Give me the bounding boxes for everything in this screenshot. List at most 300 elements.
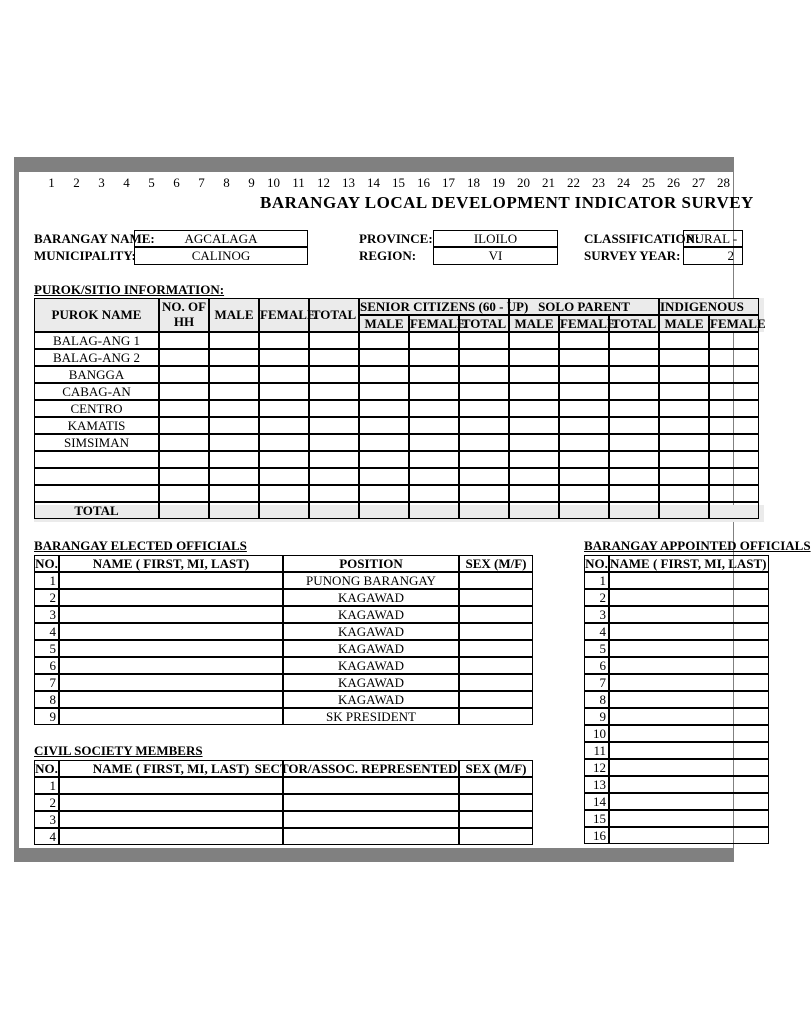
purok-data-cell <box>259 366 309 383</box>
purok-data-cell <box>459 349 509 366</box>
purok-data-cell <box>659 400 709 417</box>
purok-total-cell <box>709 502 759 519</box>
column-number: 9 <box>248 175 255 190</box>
purok-data-cell <box>309 485 359 502</box>
row-number: 1 <box>34 572 59 589</box>
row-number: 9 <box>34 708 59 725</box>
name-cell <box>59 589 283 606</box>
purok-data-cell <box>709 451 759 468</box>
purok-data-cell <box>359 400 409 417</box>
purok-data-cell <box>209 349 259 366</box>
row-number: 10 <box>584 725 609 742</box>
column-number: 14 <box>367 175 380 190</box>
purok-data-cell <box>559 485 609 502</box>
purok-name-cell <box>34 468 159 485</box>
header-no: NO. <box>35 761 58 776</box>
name-cell <box>609 810 769 827</box>
purok-data-cell <box>359 366 409 383</box>
name-cell <box>609 776 769 793</box>
purok-total-cell <box>659 502 709 519</box>
position-cell: KAGAWAD <box>283 674 459 691</box>
name-cell <box>59 640 283 657</box>
header-senior-citizens: SENIOR CITIZENS (60 - UP) <box>360 299 529 314</box>
purok-data-cell <box>609 349 659 366</box>
purok-data-cell <box>709 383 759 400</box>
sex-cell <box>459 623 533 640</box>
name-cell <box>609 623 769 640</box>
purok-data-cell <box>359 485 409 502</box>
purok-data-cell <box>559 417 609 434</box>
row-number: 8 <box>34 691 59 708</box>
purok-data-cell <box>659 434 709 451</box>
column-number: 22 <box>567 175 580 190</box>
column-number: 20 <box>517 175 530 190</box>
purok-data-cell <box>309 332 359 349</box>
name-cell <box>609 759 769 776</box>
purok-data-cell <box>159 400 209 417</box>
column-number: 7 <box>198 175 205 190</box>
purok-data-cell <box>559 383 609 400</box>
purok-data-cell <box>359 451 409 468</box>
sex-cell <box>459 640 533 657</box>
purok-data-cell <box>659 383 709 400</box>
column-number: 8 <box>223 175 230 190</box>
purok-total-cell <box>359 502 409 519</box>
purok-data-cell <box>159 451 209 468</box>
purok-data-cell <box>709 400 759 417</box>
header-no-of-hh-line1: NO. OF <box>161 299 207 314</box>
name-cell <box>59 794 283 811</box>
subheader-male: MALE <box>509 315 559 332</box>
purok-data-cell <box>709 468 759 485</box>
purok-data-cell <box>409 417 459 434</box>
purok-data-cell <box>559 451 609 468</box>
column-number: 6 <box>173 175 180 190</box>
sex-cell <box>459 708 533 725</box>
purok-data-cell <box>459 383 509 400</box>
name-cell <box>59 657 283 674</box>
purok-data-cell <box>659 366 709 383</box>
row-number: 3 <box>34 811 59 828</box>
header-no: NO. <box>585 556 608 571</box>
purok-data-cell <box>259 434 309 451</box>
elected-heading: BARANGAY ELECTED OFFICIALS <box>34 538 247 553</box>
purok-data-cell <box>409 434 459 451</box>
purok-data-cell <box>509 383 559 400</box>
purok-data-cell <box>209 332 259 349</box>
purok-data-cell <box>609 485 659 502</box>
name-cell <box>609 691 769 708</box>
purok-data-cell <box>409 366 459 383</box>
row-number: 1 <box>34 777 59 794</box>
row-number: 9 <box>584 708 609 725</box>
purok-data-cell <box>259 349 309 366</box>
purok-data-cell <box>659 485 709 502</box>
purok-total-cell <box>159 502 209 519</box>
name-cell <box>59 708 283 725</box>
subheader-total: TOTAL <box>459 315 509 332</box>
subheader-female: FEMALE <box>410 316 466 331</box>
header-female: FEMALE <box>259 298 309 332</box>
purok-data-cell <box>609 451 659 468</box>
purok-data-cell <box>459 332 509 349</box>
row-number: 8 <box>584 691 609 708</box>
purok-data-cell <box>609 400 659 417</box>
row-number: 2 <box>584 589 609 606</box>
header-purok-name: PUROK NAME <box>34 298 159 332</box>
purok-data-cell <box>559 332 609 349</box>
subheader-female: FEMALE <box>560 316 616 331</box>
name-cell <box>59 691 283 708</box>
purok-data-cell <box>359 383 409 400</box>
municipality-value: CALINOG <box>134 247 308 265</box>
purok-data-cell <box>209 434 259 451</box>
column-number: 3 <box>98 175 105 190</box>
header-male: MALE <box>209 298 259 332</box>
row-number: 16 <box>584 827 609 844</box>
purok-data-cell <box>409 400 459 417</box>
purok-data-cell <box>509 332 559 349</box>
purok-data-cell <box>509 485 559 502</box>
purok-data-cell <box>609 383 659 400</box>
purok-data-cell <box>459 468 509 485</box>
subheader-total: TOTAL <box>609 315 659 332</box>
row-number: 4 <box>34 623 59 640</box>
column-number: 25 <box>642 175 655 190</box>
purok-data-cell <box>409 332 459 349</box>
name-cell <box>609 640 769 657</box>
purok-data-cell <box>659 468 709 485</box>
survey-year-value: 2 <box>683 247 743 265</box>
purok-data-cell <box>359 349 409 366</box>
sex-cell <box>459 811 533 828</box>
purok-total-label: TOTAL <box>34 502 159 519</box>
header-solo-parent: SOLO PARENT <box>509 298 659 315</box>
purok-data-cell <box>409 383 459 400</box>
appointed-heading: BARANGAY APPOINTED OFFICIALS <box>584 538 811 553</box>
row-number: 5 <box>34 640 59 657</box>
purok-data-cell <box>309 468 359 485</box>
column-number: 11 <box>292 175 305 190</box>
purok-data-cell <box>209 468 259 485</box>
purok-data-cell <box>609 417 659 434</box>
row-number: 1 <box>584 572 609 589</box>
barangay-value: AGCALAGA <box>134 230 308 247</box>
purok-data-cell <box>559 349 609 366</box>
purok-data-cell <box>509 400 559 417</box>
purok-heading: PUROK/SITIO INFORMATION: <box>34 282 225 297</box>
purok-data-cell <box>559 366 609 383</box>
purok-data-cell <box>609 468 659 485</box>
column-number: 16 <box>417 175 430 190</box>
region-label: REGION: <box>359 248 417 263</box>
purok-data-cell <box>159 417 209 434</box>
purok-name-cell <box>34 485 159 502</box>
position-cell: KAGAWAD <box>283 623 459 640</box>
page-title: BARANGAY LOCAL DEVELOPMENT INDICATOR SURVEY <box>260 193 754 212</box>
purok-data-cell <box>309 434 359 451</box>
purok-data-cell <box>309 451 359 468</box>
purok-total-cell <box>409 502 459 519</box>
column-number: 28 <box>717 175 730 190</box>
sex-cell <box>459 657 533 674</box>
name-cell <box>609 793 769 810</box>
sex-cell <box>459 589 533 606</box>
column-number: 5 <box>148 175 155 190</box>
purok-total-cell <box>209 502 259 519</box>
purok-total-cell <box>309 502 359 519</box>
barangay-label: BARANGAY NAME: <box>34 231 155 246</box>
purok-data-cell <box>359 468 409 485</box>
purok-total-cell <box>459 502 509 519</box>
name-cell <box>609 742 769 759</box>
purok-data-cell <box>309 366 359 383</box>
row-number: 2 <box>34 794 59 811</box>
purok-name-cell: CABAG-AN <box>34 383 159 400</box>
name-cell <box>609 657 769 674</box>
purok-data-cell <box>259 400 309 417</box>
purok-data-cell <box>309 349 359 366</box>
sex-cell <box>459 606 533 623</box>
purok-data-cell <box>359 417 409 434</box>
header-name: NAME ( FIRST, MI, LAST) <box>59 555 283 572</box>
purok-data-cell <box>409 451 459 468</box>
purok-data-cell <box>159 349 209 366</box>
purok-data-cell <box>509 434 559 451</box>
purok-data-cell <box>409 468 459 485</box>
purok-data-cell <box>159 434 209 451</box>
row-number: 7 <box>34 674 59 691</box>
header-name: NAME ( FIRST, MI, LAST) <box>59 760 283 777</box>
sector-cell <box>283 777 459 794</box>
purok-data-cell <box>259 332 309 349</box>
column-number: 26 <box>667 175 680 190</box>
purok-data-cell <box>609 434 659 451</box>
purok-name-cell: CENTRO <box>34 400 159 417</box>
name-cell <box>59 606 283 623</box>
name-cell <box>609 725 769 742</box>
sex-cell <box>459 691 533 708</box>
header-total: TOTAL <box>309 298 359 332</box>
row-number: 12 <box>584 759 609 776</box>
row-number: 15 <box>584 810 609 827</box>
purok-data-cell <box>209 400 259 417</box>
sex-cell <box>459 828 533 845</box>
row-number: 5 <box>584 640 609 657</box>
header-position: POSITION <box>283 555 459 572</box>
row-number: 13 <box>584 776 609 793</box>
purok-data-cell <box>259 417 309 434</box>
survey-year-label: SURVEY YEAR: <box>584 248 681 263</box>
purok-name-cell: BANGGA <box>34 366 159 383</box>
purok-total-cell <box>259 502 309 519</box>
purok-data-cell <box>259 468 309 485</box>
purok-data-cell <box>259 383 309 400</box>
purok-data-cell <box>459 417 509 434</box>
subheader-female: FEMALE <box>710 316 766 331</box>
purok-name-cell: KAMATIS <box>34 417 159 434</box>
purok-data-cell <box>359 434 409 451</box>
column-number: 17 <box>442 175 455 190</box>
purok-data-cell <box>509 349 559 366</box>
purok-data-cell <box>209 485 259 502</box>
column-number: 18 <box>467 175 480 190</box>
sex-cell <box>459 794 533 811</box>
name-cell <box>59 572 283 589</box>
name-cell <box>609 572 769 589</box>
purok-data-cell <box>659 332 709 349</box>
position-cell: KAGAWAD <box>283 589 459 606</box>
column-number: 2 <box>73 175 80 190</box>
name-cell <box>59 674 283 691</box>
purok-data-cell <box>259 451 309 468</box>
column-number: 21 <box>542 175 555 190</box>
purok-data-cell <box>609 366 659 383</box>
purok-total-cell <box>509 502 559 519</box>
row-number: 6 <box>584 657 609 674</box>
purok-data-cell <box>409 485 459 502</box>
purok-total-cell <box>609 502 659 519</box>
subheader-male: MALE <box>359 315 409 332</box>
purok-data-cell <box>159 366 209 383</box>
purok-data-cell <box>509 366 559 383</box>
purok-data-cell <box>509 417 559 434</box>
sector-cell <box>283 828 459 845</box>
purok-name-cell: BALAG-ANG 1 <box>34 332 159 349</box>
row-number: 3 <box>584 606 609 623</box>
purok-data-cell <box>459 366 509 383</box>
purok-data-cell <box>459 434 509 451</box>
purok-data-cell <box>559 468 609 485</box>
purok-data-cell <box>559 400 609 417</box>
row-number: 14 <box>584 793 609 810</box>
header-sex: SEX (M/F) <box>459 555 533 572</box>
row-number: 2 <box>34 589 59 606</box>
column-number: 24 <box>617 175 630 190</box>
province-label: PROVINCE: <box>359 231 433 246</box>
header-indigenous: INDIGENOUS <box>659 298 759 315</box>
province-value: ILOILO <box>433 230 558 247</box>
column-number: 1 <box>48 175 55 190</box>
purok-data-cell <box>509 468 559 485</box>
sector-cell <box>283 794 459 811</box>
purok-data-cell <box>659 417 709 434</box>
column-number: 19 <box>492 175 505 190</box>
column-number: 10 <box>267 175 280 190</box>
purok-data-cell <box>509 451 559 468</box>
name-cell <box>609 589 769 606</box>
purok-data-cell <box>459 400 509 417</box>
position-cell: KAGAWAD <box>283 606 459 623</box>
purok-name-cell: BALAG-ANG 2 <box>34 349 159 366</box>
sex-cell <box>459 674 533 691</box>
purok-data-cell <box>309 383 359 400</box>
sex-cell <box>459 572 533 589</box>
purok-data-cell <box>159 332 209 349</box>
sex-cell <box>459 777 533 794</box>
column-number: 27 <box>692 175 705 190</box>
purok-data-cell <box>159 468 209 485</box>
header-sex: SEX (M/F) <box>459 760 533 777</box>
purok-data-cell <box>359 332 409 349</box>
region-value: VI <box>433 247 558 265</box>
name-cell <box>609 606 769 623</box>
purok-data-cell <box>209 383 259 400</box>
spreadsheet-page <box>19 172 811 848</box>
position-cell: KAGAWAD <box>283 640 459 657</box>
purok-data-cell <box>259 485 309 502</box>
purok-data-cell <box>209 417 259 434</box>
position-cell: PUNONG BARANGAY <box>283 572 459 589</box>
sector-cell <box>283 811 459 828</box>
subheader-male: MALE <box>659 315 709 332</box>
name-cell <box>609 674 769 691</box>
purok-data-cell <box>209 366 259 383</box>
purok-data-cell <box>709 332 759 349</box>
purok-data-cell <box>559 434 609 451</box>
header-sector: SECTOR/ASSOC. REPRESENTED <box>254 761 458 776</box>
purok-data-cell <box>459 485 509 502</box>
purok-data-cell <box>709 366 759 383</box>
name-cell <box>59 828 283 845</box>
classification-label: CLASSIFICATION: <box>584 231 700 246</box>
name-cell <box>59 623 283 640</box>
row-number: 6 <box>34 657 59 674</box>
purok-data-cell <box>609 332 659 349</box>
row-number: 4 <box>34 828 59 845</box>
purok-data-cell <box>709 434 759 451</box>
header-no-of-hh-line2: HH <box>173 314 195 329</box>
row-number: 4 <box>584 623 609 640</box>
purok-data-cell <box>209 451 259 468</box>
row-number: 3 <box>34 606 59 623</box>
name-cell <box>609 708 769 725</box>
row-number: 7 <box>584 674 609 691</box>
name-cell <box>609 827 769 844</box>
municipality-label: MUNICIPALITY: <box>34 248 136 263</box>
purok-data-cell <box>659 349 709 366</box>
column-number: 15 <box>392 175 405 190</box>
column-number: 4 <box>123 175 130 190</box>
civil-heading: CIVIL SOCIETY MEMBERS <box>34 743 203 758</box>
purok-name-cell <box>34 451 159 468</box>
column-number: 23 <box>592 175 605 190</box>
purok-total-cell <box>559 502 609 519</box>
header-no: NO. <box>35 556 58 571</box>
classification-value: RURAL - <box>683 230 743 247</box>
position-cell: KAGAWAD <box>283 657 459 674</box>
purok-data-cell <box>309 400 359 417</box>
name-cell <box>59 811 283 828</box>
purok-data-cell <box>709 349 759 366</box>
purok-data-cell <box>159 383 209 400</box>
row-number: 11 <box>584 742 609 759</box>
purok-data-cell <box>459 451 509 468</box>
position-cell: SK PRESIDENT <box>283 708 459 725</box>
column-number: 12 <box>317 175 330 190</box>
header-name: NAME ( FIRST, MI, LAST) <box>609 555 769 572</box>
purok-data-cell <box>159 485 209 502</box>
purok-name-cell: SIMSIMAN <box>34 434 159 451</box>
purok-data-cell <box>709 417 759 434</box>
header-no-of-hh <box>159 298 209 332</box>
purok-data-cell <box>659 451 709 468</box>
purok-data-cell <box>409 349 459 366</box>
purok-data-cell <box>309 417 359 434</box>
name-cell <box>59 777 283 794</box>
column-number: 13 <box>342 175 355 190</box>
purok-data-cell <box>709 485 759 502</box>
